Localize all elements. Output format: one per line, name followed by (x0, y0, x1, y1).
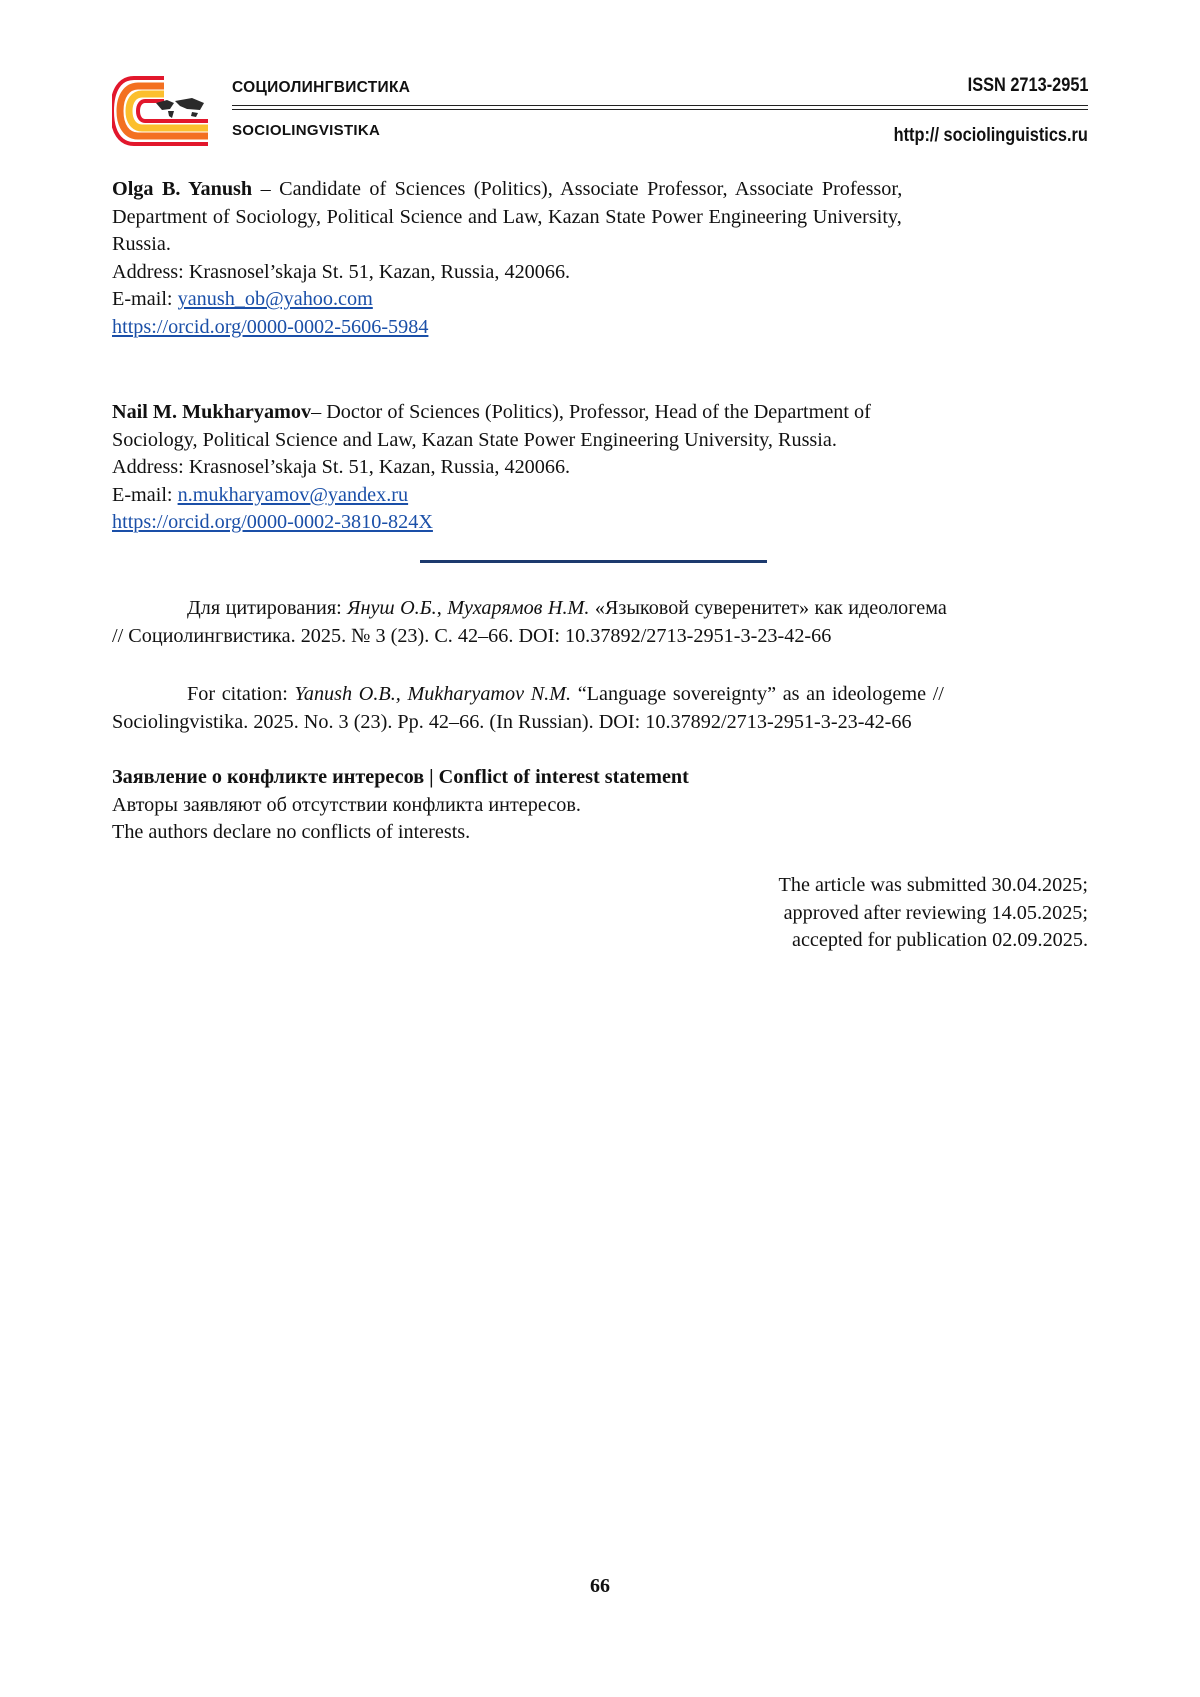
author-2-email-line (112, 482, 1088, 510)
author-2-affiliation: Sociology, Political Science and Law, Kazan State Power Engineering University, Russia. (112, 428, 837, 451)
header-rule-top (232, 105, 1088, 106)
citation-ru-line-2: // Социолингвистика. 2025. № 3 (23). С. 42–66. DOI: 10.37892/2713-2951-3-23-42-66 (112, 624, 832, 647)
citation-ru-title: «Языковой суверенитет» как идеологема (589, 597, 947, 619)
author-2-orcid-line (112, 509, 1088, 537)
article-dates (112, 872, 1088, 955)
author-1-country: Russia. (112, 233, 171, 255)
author-1-email-link[interactable]: yanush_ob@yahoo.com (177, 288, 373, 310)
author-1-title: – Candidate of Sciences (Politics), Associate Professor, Associate Professor, (252, 178, 903, 200)
author-1-email-line (112, 286, 1088, 314)
citation-ru-author-a: Януш О.Б. (347, 597, 437, 619)
journal-url: http:// sociolinguistics.ru (893, 125, 1088, 146)
citation-ru-sep: , (436, 597, 448, 619)
citation-ru-label: Для цитирования: (187, 597, 348, 619)
conflict-en: The authors declare no conflicts of interests. (112, 821, 471, 843)
conflict-ru: Авторы заявляют об отсутствии конфликта интересов. (112, 793, 581, 816)
email-label: E-mail: (112, 288, 178, 310)
citation-en-line-2: Sociolingvistika. 2025. No. 3 (23). Pp. 42–66. (In Russian). DOI: 10.37892/2713-2951-3-23-42-66 (112, 710, 912, 733)
citation-en-authors: Yanush O.B., Mukharyamov N.M. (294, 683, 572, 705)
issn: ISSN 2713-2951 (967, 75, 1088, 96)
conflict-of-interest (112, 764, 1088, 847)
author-2-name: Nail M. Mukharyamov (112, 401, 312, 423)
author-1-orcid-line (112, 314, 1088, 342)
author-2-title: – Doctor of Sciences (Politics), Professor, Head of the Department of (311, 401, 871, 423)
header-rule-bottom (232, 109, 1088, 110)
author-1-line-1 (112, 176, 1088, 204)
author-1-orcid-link[interactable]: https://orcid.org/0000-0002-5606-5984 (112, 315, 429, 338)
date-accepted: accepted for publication 02.09.2025. (792, 929, 1088, 951)
author-2-email-link[interactable]: n.mukharyamov@yandex.ru (177, 483, 409, 506)
journal-name-en: SOCIOLINGVISTIKA (232, 122, 381, 139)
author-2-orcid-link[interactable]: https://orcid.org/0000-0002-3810-824X (112, 511, 433, 533)
author-2-address: Address: Krasnosel’skaja St. 51, Kazan, Russia, 420066. (112, 456, 571, 478)
author-1-address: Address: Krasnosel’skaja St. 51, Kazan, Russia, 420066. (112, 260, 571, 283)
citation-ru-author-b: Мухарямов Н.М. (447, 597, 590, 619)
author-2-line-1 (112, 399, 1088, 427)
author-2-block (112, 399, 1088, 537)
author-1-affiliation: Department of Sociology, Political Science and Law, Kazan State Power Engineering University, (112, 205, 902, 228)
email-label: E-mail: (112, 483, 178, 506)
author-1-block (112, 176, 1088, 341)
journal-name-ru: СОЦИОЛИНГВИСТИКА (232, 79, 411, 96)
citation-ru-line-1 (112, 595, 1088, 623)
date-approved: approved after reviewing 14.05.2025; (783, 901, 1088, 924)
citation-en (112, 681, 1088, 736)
citation-en-label: For citation: (187, 683, 295, 705)
page-number: 66 (590, 1575, 610, 1597)
section-separator (420, 560, 767, 563)
citation-en-line-1 (112, 681, 1088, 709)
journal-logo (112, 76, 216, 146)
conflict-heading: Заявление о конфликте интересов | Conflict of interest statement (112, 766, 689, 788)
date-submitted: The article was submitted 30.04.2025; (778, 874, 1088, 896)
citation-ru (112, 595, 1088, 650)
author-1-name: Olga B. Yanush (112, 178, 253, 200)
citation-en-title: “Language sovereignty” as an ideologeme // (571, 683, 944, 705)
